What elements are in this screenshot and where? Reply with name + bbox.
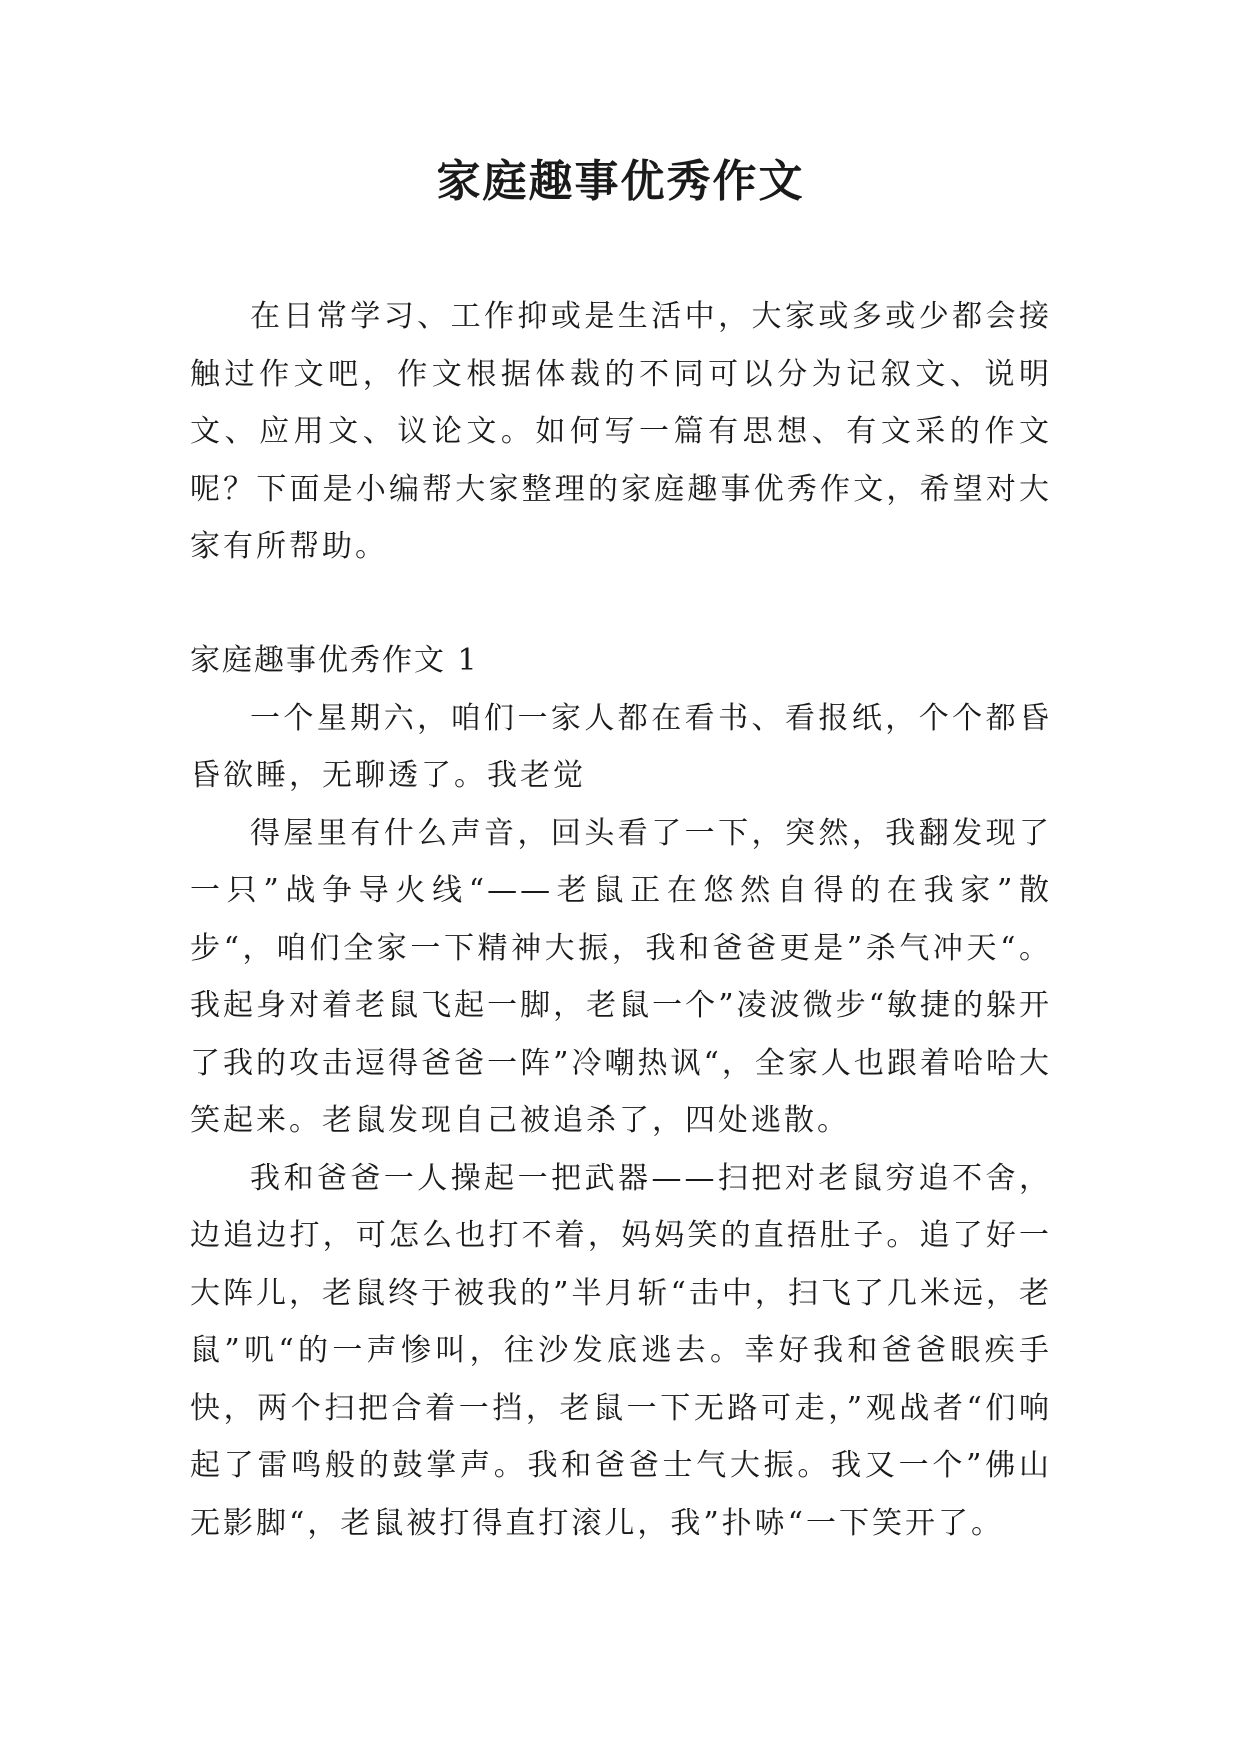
intro-paragraph: 在日常学习、工作抑或是生活中，大家或多或少都会接触过作文吧，作文根据体裁的不同可以分为记叙文、说明文、应用文、议论文。如何写一篇有思想、有文采的作文呢？下面是小编帮大家整理的家庭趣事优秀作文，希望对大家有所帮助。 bbox=[190, 299, 1052, 564]
intro-section bbox=[190, 288, 1052, 576]
essay-heading: 家庭趣事优秀作文 1 bbox=[190, 643, 479, 678]
document-title: 家庭趣事优秀作文 bbox=[436, 156, 805, 207]
essay-paragraph: 一个星期六，咱们一家人都在看书、看报纸，个个都昏昏欲睡，无聊透了。我老觉 bbox=[190, 700, 1052, 793]
essay-paragraph: 我和爸爸一人操起一把武器——扫把对老鼠穷追不舍，边追边打，可怎么也打不着，妈妈笑的直捂肚子。追了好一大阵儿，老鼠终于被我的”半月斩“击中，扫飞了几米远，老鼠”叽“的一声惨叫，往沙发底逃去。幸好我和爸爸眼疾手快，两个扫把合着一挡，老鼠一下无路可走，”观战者“们响起了雷鸣般的鼓掌声。我和爸爸士气大振。我又一个”佛山无影脚“，老鼠被打得直打滚儿，我”扑哧“一下笑开了。 bbox=[190, 1160, 1052, 1541]
essay-section bbox=[190, 632, 1052, 1552]
essay-paragraph: 得屋里有什么声音，回头看了一下，突然，我翻发现了一只”战争导火线“——老鼠正在悠然自得的在我家”散步“，咱们全家一下精神大振，我和爸爸更是”杀气冲天“。我起身对着老鼠飞起一脚，老鼠一个”凌波微步“敏捷的躲开了我的攻击逗得爸爸一阵”冷嘲热讽“，全家人也跟着哈哈大笑起来。老鼠发现自己被追杀了，四处逃散。 bbox=[190, 815, 1052, 1138]
